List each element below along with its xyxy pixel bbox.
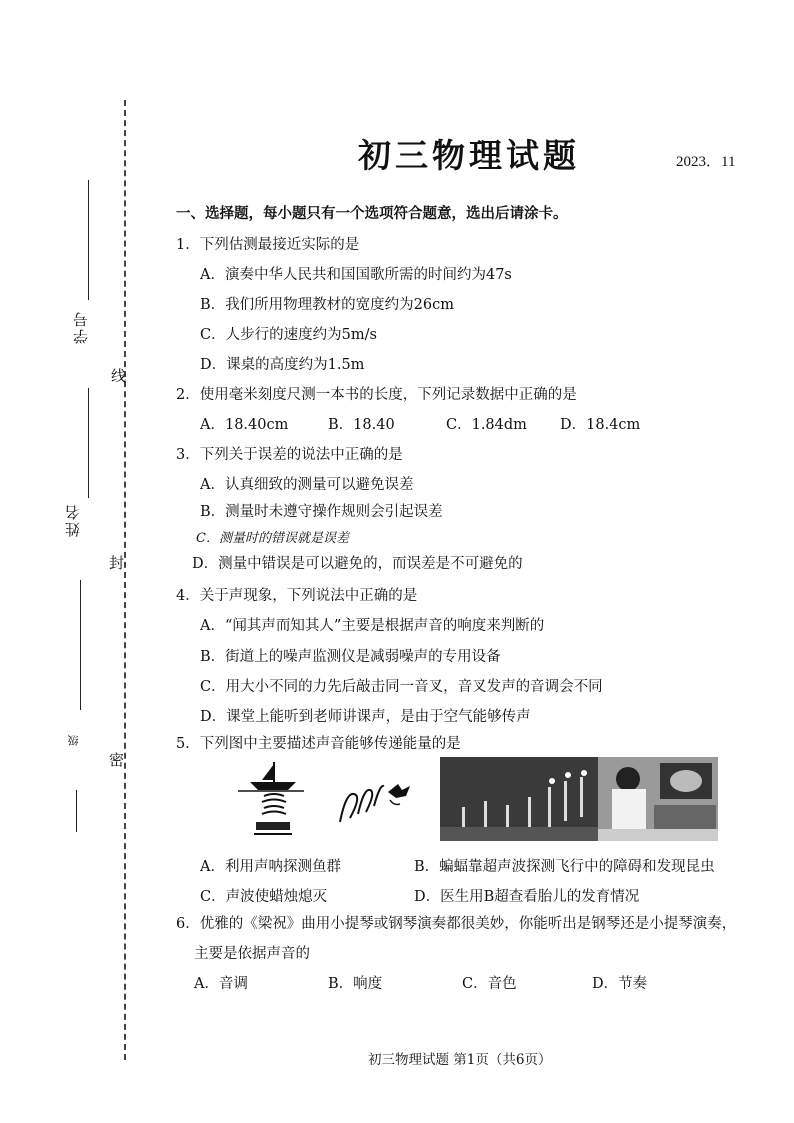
q5-option-b: B．蝙蝠靠超声波探测飞行中的障碍和发现昆虫 [414, 859, 715, 875]
q2-option-c: C．1.84dm [446, 417, 527, 433]
question-6: 6．优雅的《梁祝》曲用小提琴或钢琴演奏都很美妙，你能听出是钢琴还是小提琴演奏， [176, 916, 737, 932]
question-6-continued: 主要是依据声音的 [194, 946, 310, 962]
q5-option-a: A．利用声呐探测鱼群 [200, 859, 341, 875]
q4-option-b: B．街道上的噪声监测仪是减弱噪声的专用设备 [200, 649, 501, 665]
q3-option-b: B．测量时未遵守操作规则会引起误差 [200, 504, 443, 520]
q3-option-d: D．测量中错误是可以避免的，而误差是不可避免的 [192, 556, 523, 572]
bat-image [330, 770, 415, 830]
question-2: 2．使用毫米刻度尺测一本书的长度，下列记录数据中正确的是 [176, 387, 577, 403]
class-label: 级 [67, 733, 80, 746]
question-4: 4．关于声现象，下列说法中正确的是 [176, 588, 418, 604]
q4-option-c: C．用大小不同的力先后敲击同一音叉，音叉发声的音调会不同 [200, 679, 603, 695]
name-underline [88, 388, 89, 498]
line-label: 线 [109, 368, 127, 385]
q2-option-a: A．18.40cm [200, 417, 289, 433]
section-heading: 一、选择题，每小题只有一个选项符合题意，选出后请涂卡。 [176, 205, 568, 222]
q4-option-a: A．“闻其声而知其人”主要是根据声音的响度来判断的 [200, 618, 545, 634]
q6-option-d: D．节奏 [592, 976, 648, 992]
class-underline [80, 580, 81, 710]
q5-option-c: C．声波使蜡烛熄灭 [200, 889, 328, 905]
name-label: 姓名 [64, 503, 82, 537]
ultrasound-photo [598, 757, 718, 841]
binding-dashed-line [124, 100, 126, 1060]
q1-option-a: A．演奏中华人民共和国国歌所需的时间约为47s [200, 267, 512, 283]
page-title: 初三物理试题 [358, 136, 580, 175]
q4-option-d: D．课堂上能听到老师讲课声，是由于空气能够传声 [200, 709, 531, 725]
secret-label: 密 [107, 752, 125, 769]
q6-option-a: A．音调 [194, 976, 248, 992]
student-id-label: 学号 [72, 310, 90, 344]
q3-option-c: C．测量时的错误就是误差 [196, 531, 349, 546]
page-footer: 初三物理试题 第1页（共6页） [368, 1052, 552, 1068]
sonar-fish-image [236, 760, 306, 840]
question-3: 3．下列关于误差的说法中正确的是 [176, 447, 403, 463]
q1-option-b: B．我们所用物理教材的宽度约为26cm [200, 297, 454, 313]
q2-option-d: D．18.4cm [560, 417, 641, 433]
q1-option-d: D．课桌的高度约为1.5m [200, 357, 365, 373]
seal-label: 封 [107, 555, 125, 572]
q6-option-c: C．音色 [462, 976, 517, 992]
q1-option-c: C．人步行的速度约为5m/s [200, 327, 377, 343]
question-5: 5．下列图中主要描述声音能够传递能量的是 [176, 736, 461, 752]
candle-photo [440, 757, 598, 841]
q3-option-a: A．认真细致的测量可以避免误差 [200, 477, 414, 493]
student-id-underline [88, 180, 89, 300]
q5-option-d: D．医生用B超查看胎儿的发育情况 [414, 889, 640, 905]
q2-option-b: B．18.40 [328, 417, 395, 433]
question-1: 1．下列估测最接近实际的是 [176, 237, 360, 253]
exam-date: 2023．11 [676, 154, 736, 170]
margin-underline-bottom [76, 790, 77, 832]
q6-option-b: B．响度 [328, 976, 383, 992]
